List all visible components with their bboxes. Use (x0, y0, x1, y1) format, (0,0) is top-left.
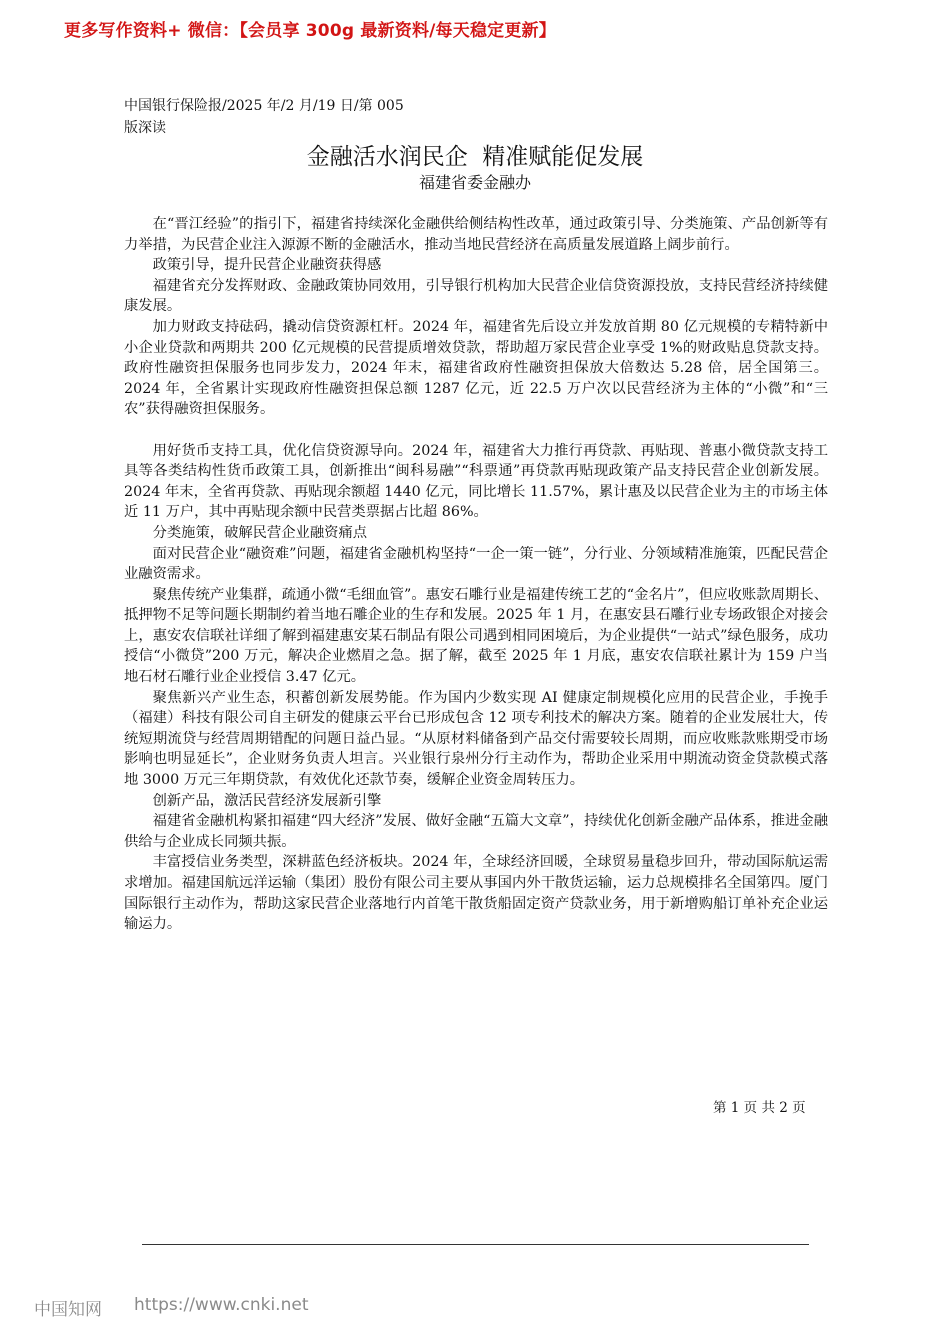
source-line-2: 版深读 (124, 120, 166, 136)
paragraph: 面对民营企业“融资难”问题，福建省金融机构坚持“一企一策一链”，分行业、分领域精准施策，匹配民营企业融资需求。 (124, 545, 828, 583)
article-body (124, 214, 828, 935)
paragraph: 福建省充分发挥财政、金融政策协同效用，引导银行机构加大民营企业信贷资源投放，支持民营经济持续健康发展。 (124, 277, 828, 315)
paragraph: 聚焦新兴产业生态，积蓄创新发展势能。作为国内少数实现 AI 健康定制规模化应用的民营企业，手挽手（福建）科技有限公司自主研发的健康云平台已形成包含 12 项专利技术的解决方案。随着的企业发展壮大，传统短期流贷与经营周期错配的问题日益凸显。“从原材料储备到产品交付需要较长周期，而应收账款账期受市场影响也明显延长”，企业财务负责人坦言。兴业银行泉州分行主动作为，帮助企业采用中期流动资金贷款模式落地 3000 万元三年期贷款，有效优化还款节奏，缓解企业资金周转压力。 (124, 689, 828, 789)
paragraph: 丰富授信业务类型，深耕蓝色经济板块。2024 年，全球经济回暖，全球贸易量稳步回升，带动国际航运需求增加。福建国航远洋运输（集团）股份有限公司主要从事国内外干散货运输，运力总规模排名全国第四。厦门国际银行主动作为，帮助这家民营企业落地行内首笔干散货船固定资产贷款业务，用于新增购船订单补充企业运输运力。 (124, 854, 828, 933)
blank-line (124, 420, 828, 441)
source-line-1: 中国银行保险报/2025 年/2 月/19 日/第 005 (124, 98, 404, 114)
footer-divider (142, 1244, 809, 1245)
paragraph: 用好货币支持工具，优化信贷资源导向。2024 年，福建省大力推行再贷款、再贴现、普惠小微贷款支持工具等各类结构性货币政策工具，创新推出“闽科易融”“科票通”再贷款再贴现政策产品支持民营企业创新发展。2024 年末，全省再贷款、再贴现余额超 1440 亿元，同比增长 11.57%，累计惠及以民营企业为主的市场主体近 11 万户，其中再贴现余额中民营类票据占比超 86%。 (124, 442, 828, 521)
section-heading: 政策引导，提升民营企业融资获得感 (152, 257, 382, 274)
source-info (124, 95, 404, 139)
paragraph: 加力财政支持砝码，撬动信贷资源杠杆。2024 年，福建省先后设立并发放首期 80 亿元规模的专精特新中小企业贷款和两期共 200 亿元规模的民营提质增效贷款，帮助超万家民营企业享受 1%的财政贴息贷款支持。政府性融资担保服务也同步发力，2024 年末，福建省政府性融资担保放大倍数达 5.28 倍，居全国第三。2024 年，全省累计实现政府性融资担保总额 1287 亿元，近 22.5 万户次以民营经济为主体的“小微”和“三农”获得融资担保服务。 (124, 318, 828, 418)
article-author: 福建省委金融办 (418, 173, 531, 192)
section-heading: 分类施策，破解民营企业融资痛点 (152, 524, 368, 541)
article-title: 金融活水润民企 精准赋能促发展 (306, 144, 644, 170)
cnki-url[interactable]: https://www.cnki.net (134, 1295, 309, 1315)
paragraph: 福建省金融机构紧扣福建“四大经济”发展、做好金融“五篇大文章”，持续优化创新金融产品体系，推进金融供给与企业成长同频共振。 (124, 813, 828, 850)
promo-banner: 更多写作资料+ 微信：【会员享 300g 最新资料/每天稳定更新】 (64, 21, 556, 41)
paragraph: 聚焦传统产业集群，疏通小微“毛细血管”。惠安石雕行业是福建传统工艺的“金名片”，但应收账款周期长、抵押物不足等问题长期制约着当地石雕企业的生存和发展。2025 年 1 月，在惠安县石雕行业专场政银企对接会上，惠安农信联社详细了解到福建惠安某石制品有限公司遇到相同困境后，为企业提供“一站式”绿色服务，成功授信“小微贷”200 万元，解决企业燃眉之急。据了解，截至 2025 年 1 月底，惠安农信联社累计为 159 户当地石材石雕行业企业授信 3.47 亿元。 (124, 586, 828, 686)
page-number: 第 1 页 共 2 页 (713, 1100, 806, 1116)
section-heading: 创新产品，激活民营经济发展新引擎 (152, 792, 382, 809)
cnki-logo: 中国知网 (34, 1300, 102, 1320)
paragraph: 在“晋江经验”的指引下，福建省持续深化金融供给侧结构性改革，通过政策引导、分类施策、产品创新等有力举措，为民营企业注入源源不断的金融活水，推动当地民营经济在高质量发展道路上阔步前行。 (124, 216, 828, 253)
